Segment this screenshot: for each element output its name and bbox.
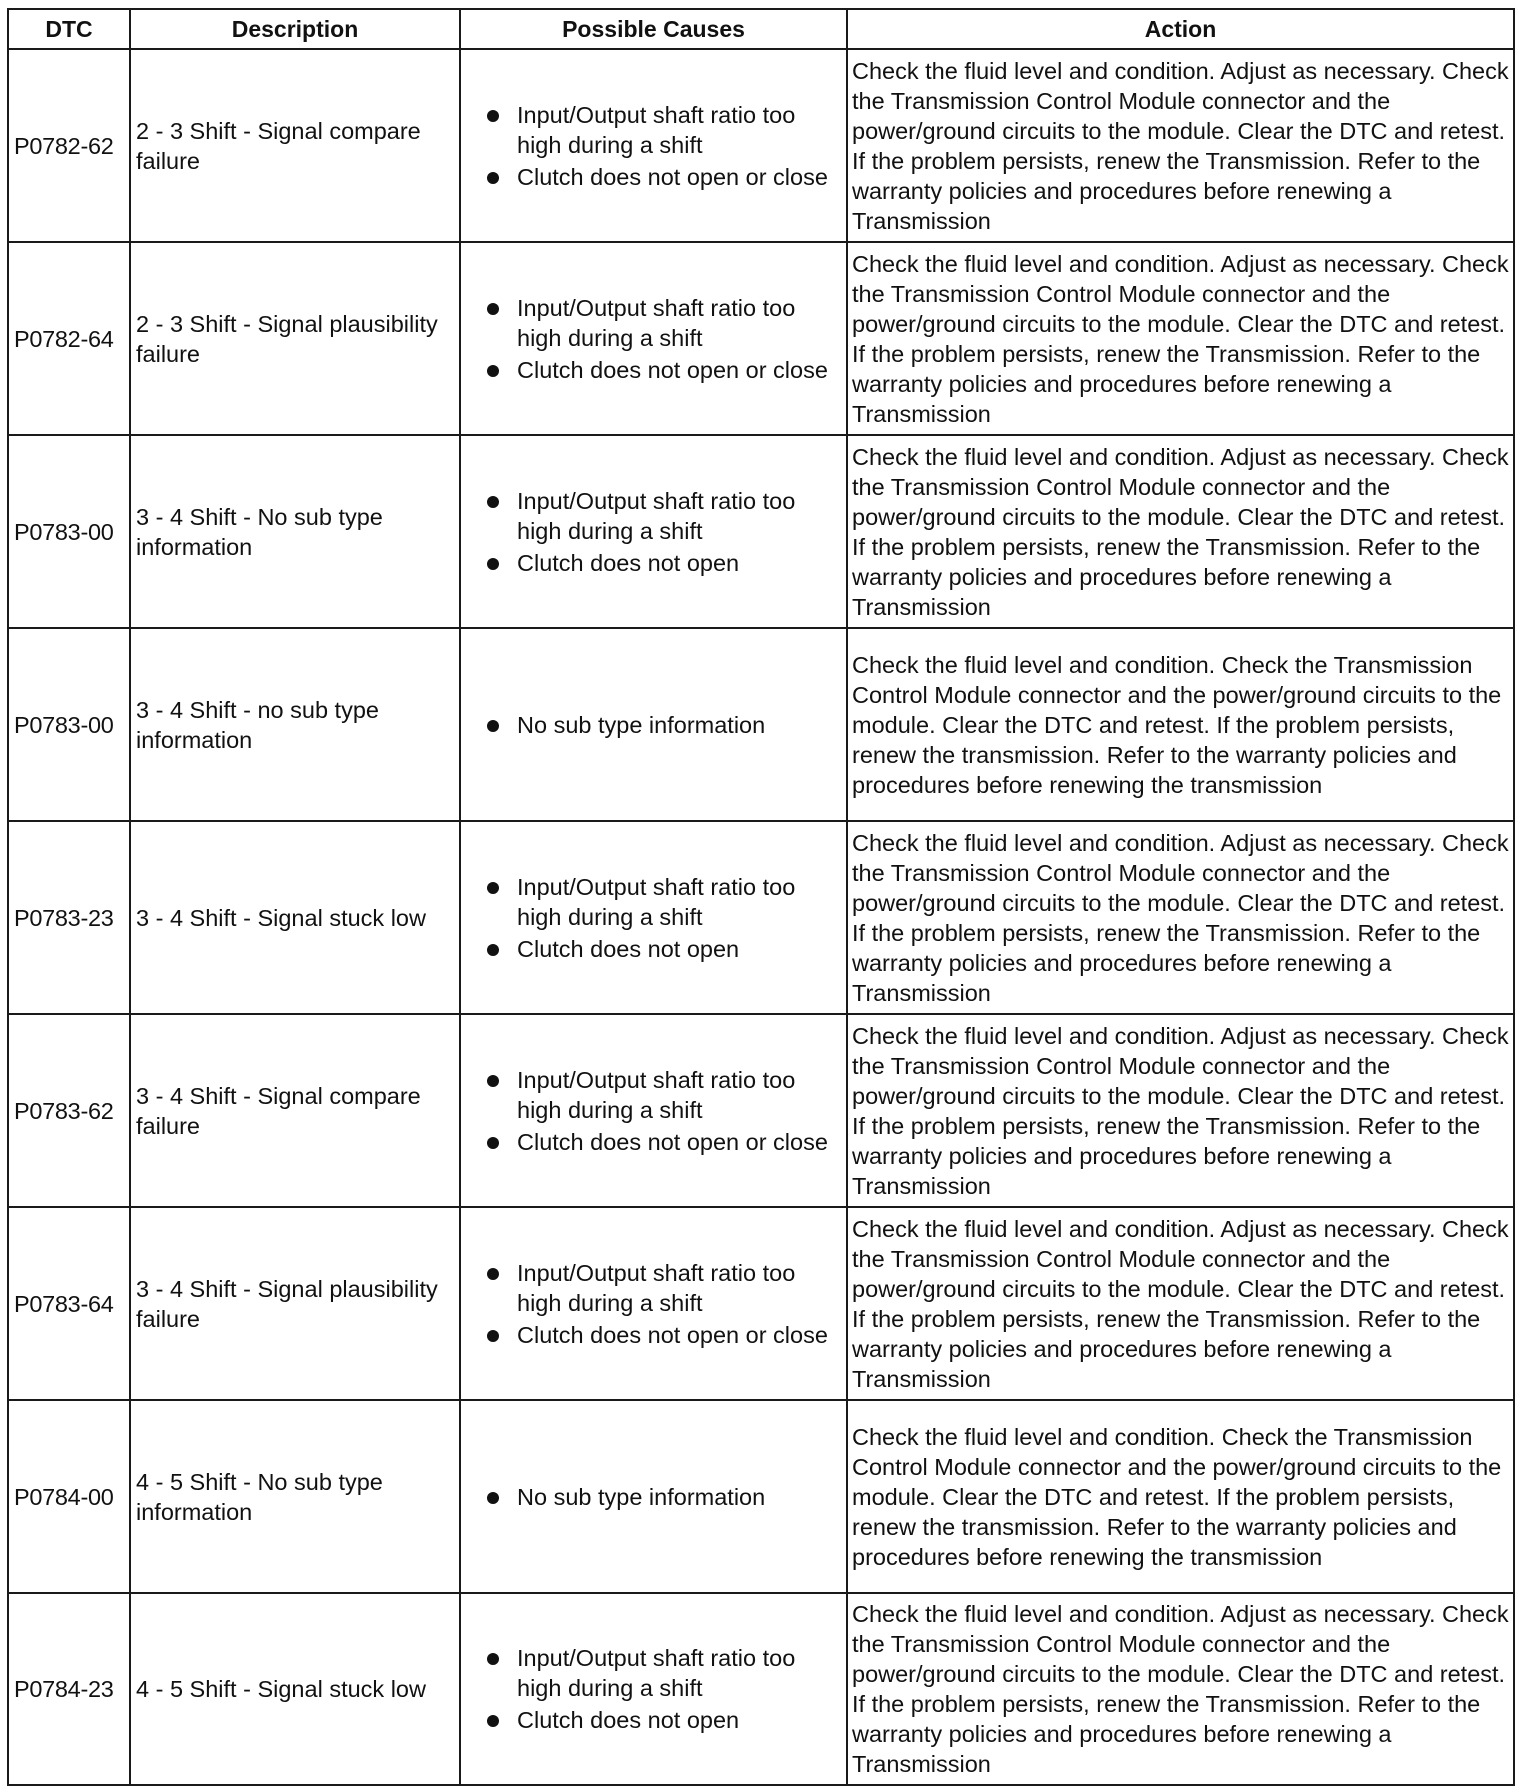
possible-causes [460, 1207, 847, 1400]
dtc-description: 2 - 3 Shift - Signal compare failure [130, 49, 460, 242]
cause-item: Clutch does not open [485, 548, 842, 578]
cause-item: Input/Output shaft ratio too high during a shift [485, 293, 842, 353]
causes-list [485, 1258, 842, 1350]
action-text: Check the fluid level and condition. Adjust as necessary. Check the Transmission Control Module connector and the power/ground circuits to the module. Clear the DTC and retest. If the problem persists, renew the Transmission. Refer to the warranty policies and procedures before renewing a Transmission [847, 242, 1514, 435]
cause-item: Clutch does not open or close [485, 1127, 842, 1157]
possible-causes [460, 628, 847, 821]
possible-causes [460, 435, 847, 628]
dtc-description: 4 - 5 Shift - No sub type information [130, 1400, 460, 1593]
header-description: Description [130, 9, 460, 49]
dtc-description: 3 - 4 Shift - no sub type information [130, 628, 460, 821]
table-row [8, 1207, 1514, 1400]
action-text: Check the fluid level and condition. Adjust as necessary. Check the Transmission Control Module connector and the power/ground circuits to the module. Clear the DTC and retest. If the problem persists, renew the Transmission. Refer to the warranty policies and procedures before renewing a Transmission [847, 49, 1514, 242]
cause-item: Input/Output shaft ratio too high during a shift [485, 1643, 842, 1703]
causes-list [485, 293, 842, 385]
dtc-code: P0784-00 [8, 1400, 130, 1593]
possible-causes [460, 821, 847, 1014]
possible-causes [460, 242, 847, 435]
cause-item: Clutch does not open or close [485, 162, 842, 192]
action-text: Check the fluid level and condition. Adjust as necessary. Check the Transmission Control Module connector and the power/ground circuits to the module. Clear the DTC and retest. If the problem persists, renew the Transmission. Refer to the warranty policies and procedures before renewing a Transmission [847, 1014, 1514, 1207]
causes-list [485, 1643, 842, 1735]
causes-list [485, 100, 842, 192]
possible-causes [460, 1400, 847, 1593]
cause-item: Input/Output shaft ratio too high during a shift [485, 1258, 842, 1318]
table-row [8, 628, 1514, 821]
causes-list [485, 710, 842, 740]
dtc-code: P0782-64 [8, 242, 130, 435]
dtc-description: 3 - 4 Shift - Signal stuck low [130, 821, 460, 1014]
dtc-code: P0784-23 [8, 1593, 130, 1785]
possible-causes [460, 1014, 847, 1207]
table-row [8, 1593, 1514, 1785]
action-text: Check the fluid level and condition. Adjust as necessary. Check the Transmission Control Module connector and the power/ground circuits to the module. Clear the DTC and retest. If the problem persists, renew the Transmission. Refer to the warranty policies and procedures before renewing a Transmission [847, 821, 1514, 1014]
causes-list [485, 1065, 842, 1157]
dtc-code: P0783-00 [8, 628, 130, 821]
dtc-description: 4 - 5 Shift - Signal stuck low [130, 1593, 460, 1785]
cause-item: No sub type information [485, 710, 842, 740]
header-row [8, 9, 1514, 49]
action-text: Check the fluid level and condition. Check the Transmission Control Module connector and the power/ground circuits to the module. Clear the DTC and retest. If the problem persists, renew the transmission. Refer to the warranty policies and procedures before renewing the transmission [847, 628, 1514, 821]
dtc-description: 3 - 4 Shift - Signal compare failure [130, 1014, 460, 1207]
causes-list [485, 486, 842, 578]
table-row [8, 49, 1514, 242]
action-text: Check the fluid level and condition. Adjust as necessary. Check the Transmission Control Module connector and the power/ground circuits to the module. Clear the DTC and retest. If the problem persists, renew the Transmission. Refer to the warranty policies and procedures before renewing a Transmission [847, 435, 1514, 628]
action-text: Check the fluid level and condition. Adjust as necessary. Check the Transmission Control Module connector and the power/ground circuits to the module. Clear the DTC and retest. If the problem persists, renew the Transmission. Refer to the warranty policies and procedures before renewing a Transmission [847, 1207, 1514, 1400]
table-row [8, 242, 1514, 435]
header-possible-causes: Possible Causes [460, 9, 847, 49]
causes-list [485, 1482, 842, 1512]
table-row [8, 821, 1514, 1014]
dtc-description: 2 - 3 Shift - Signal plausibility failure [130, 242, 460, 435]
cause-item: Input/Output shaft ratio too high during a shift [485, 1065, 842, 1125]
cause-item: No sub type information [485, 1482, 842, 1512]
dtc-code: P0783-23 [8, 821, 130, 1014]
cause-item: Clutch does not open or close [485, 355, 842, 385]
causes-list [485, 872, 842, 964]
action-text: Check the fluid level and condition. Adjust as necessary. Check the Transmission Control Module connector and the power/ground circuits to the module. Clear the DTC and retest. If the problem persists, renew the Transmission. Refer to the warranty policies and procedures before renewing a Transmission [847, 1593, 1514, 1785]
cause-item: Input/Output shaft ratio too high during a shift [485, 100, 842, 160]
dtc-code: P0782-62 [8, 49, 130, 242]
dtc-description: 3 - 4 Shift - Signal plausibility failure [130, 1207, 460, 1400]
possible-causes [460, 49, 847, 242]
cause-item: Input/Output shaft ratio too high during a shift [485, 486, 842, 546]
dtc-code: P0783-64 [8, 1207, 130, 1400]
header-action: Action [847, 9, 1514, 49]
dtc-code: P0783-00 [8, 435, 130, 628]
table-row [8, 435, 1514, 628]
dtc-code: P0783-62 [8, 1014, 130, 1207]
dtc-description: 3 - 4 Shift - No sub type information [130, 435, 460, 628]
action-text: Check the fluid level and condition. Check the Transmission Control Module connector and the power/ground circuits to the module. Clear the DTC and retest. If the problem persists, renew the transmission. Refer to the warranty policies and procedures before renewing the transmission [847, 1400, 1514, 1593]
cause-item: Clutch does not open or close [485, 1320, 842, 1350]
dtc-table [7, 8, 1515, 1786]
table-row [8, 1400, 1514, 1593]
header-dtc: DTC [8, 9, 130, 49]
table-row [8, 1014, 1514, 1207]
cause-item: Input/Output shaft ratio too high during a shift [485, 872, 842, 932]
cause-item: Clutch does not open [485, 934, 842, 964]
cause-item: Clutch does not open [485, 1705, 842, 1735]
possible-causes [460, 1593, 847, 1785]
